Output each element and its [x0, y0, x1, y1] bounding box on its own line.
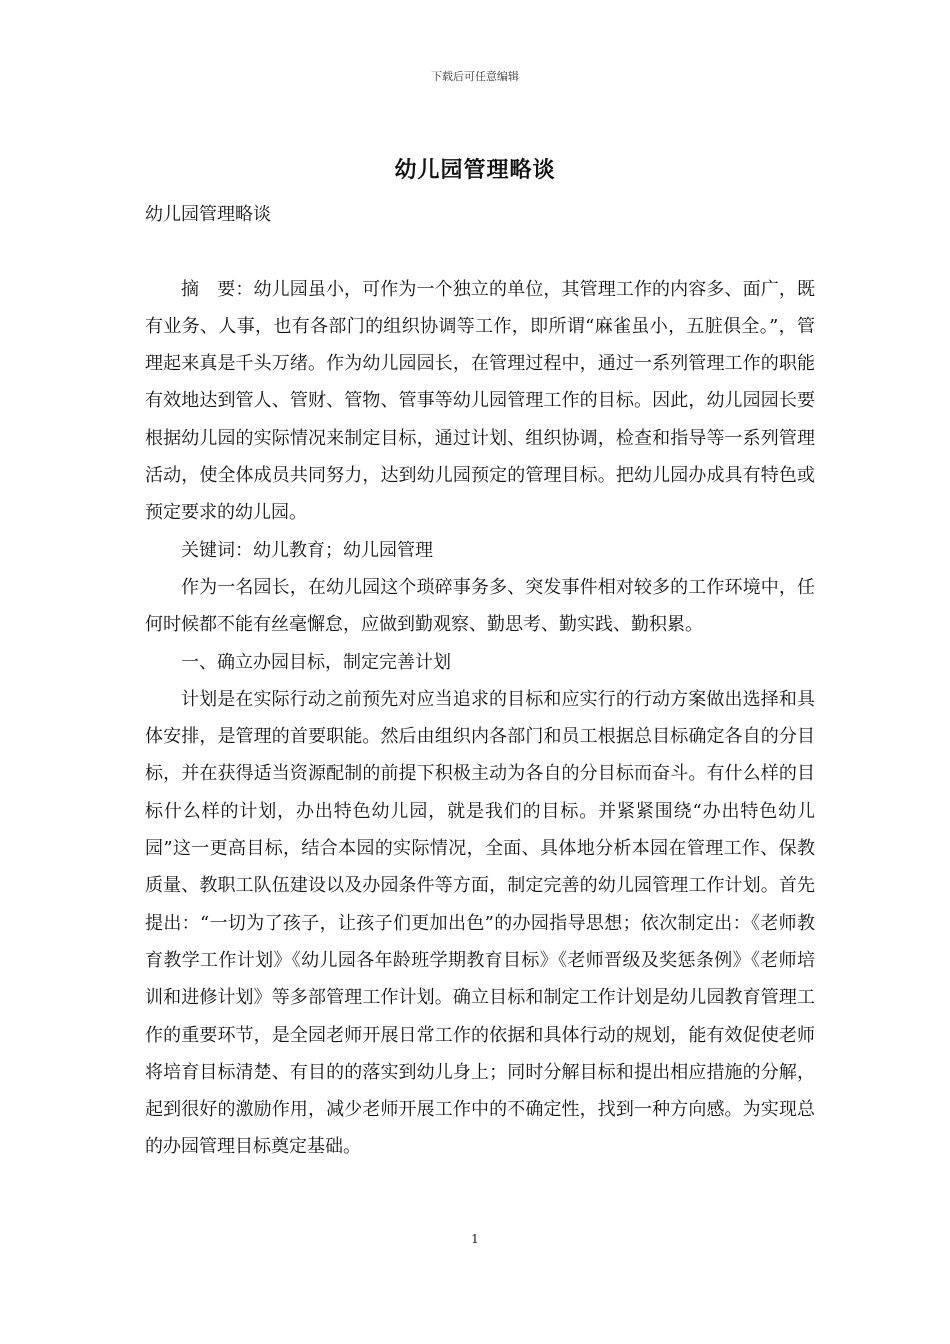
document-title: 幼儿园管理略谈: [394, 157, 556, 183]
blank-line: [145, 233, 815, 270]
section-heading: 一、确立办园目标，制定完善计划: [181, 651, 451, 673]
intro-paragraph: 作为一名园长，在幼儿园这个琐碎事务多、突发事件相对较多的工作环境中，任何时候都不能有丝毫懈怠，应做到勤观察、勤思考、勤实践、勤积累。: [145, 576, 815, 636]
header-note: 下载后可任意编辑: [431, 70, 519, 83]
abstract-paragraph: 摘 要：幼儿园虽小，可作为一个独立的单位，其管理工作的内容多、面广，既有业务、人事，也有各部门的组织协调等工作，即所谓“麻雀虽小，五脏俱全。”，管理起来真是千头万绪。作为幼儿园园长，在管理过程中，通过一系列管理工作的职能有效地达到管人、管财、管物、管事等幼儿园管理工作的目标。因此，幼儿园园长要根据幼儿园的实际情况来制定目标，通过计划、组织协调，检查和指导等一系列管理活动，使全体成员共同努力，达到幼儿园预定的管理目标。把幼儿园办成具有特色或预定要求的幼儿园。: [145, 278, 815, 524]
document-body: [145, 196, 815, 1166]
document-subtitle: 幼儿园管理略谈: [145, 204, 271, 225]
keywords-paragraph: 关键词：幼儿教育；幼儿园管理: [181, 539, 433, 561]
body-paragraph: 计划是在实际行动之前预先对应当追求的目标和应实行的行动方案做出选择和具体安排，是管理的首要职能。然后由组织内各部门和员工根据总目标确定各自的分目标，并在获得适当资源配制的前提下积极主动为各自的分目标而奋斗。有什么样的目标什么样的计划，办出特色幼儿园，就是我们的目标。并紧紧围绕“办出特色幼儿园”这一更高目标，结合本园的实际情况，全面、具体地分析本园在管理工作、保教质量、教职工队伍建设以及办园条件等方面，制定完善的幼儿园管理工作计划。首先提出：“一切为了孩子，让孩子们更加出色”的办园指导思想；依次制定出：《老师教育教学工作计划》《幼儿园各年龄班学期教育目标》《老师晋级及奖惩条例》《老师培训和进修计划》等多部管理工作计划。确立目标和制定工作计划是幼儿园教育管理工作的重要环节，是全园老师开展日常工作的依据和具体行动的规划，能有效促使老师将培育目标清楚、有目的的落实到幼儿身上；同时分解目标和提出相应措施的分解，起到很好的激励作用，减少老师开展工作中的不确定性，找到一种方向感。为实现总的办园管理目标奠定基础。: [145, 688, 815, 1158]
page-number: 1: [471, 1232, 479, 1246]
